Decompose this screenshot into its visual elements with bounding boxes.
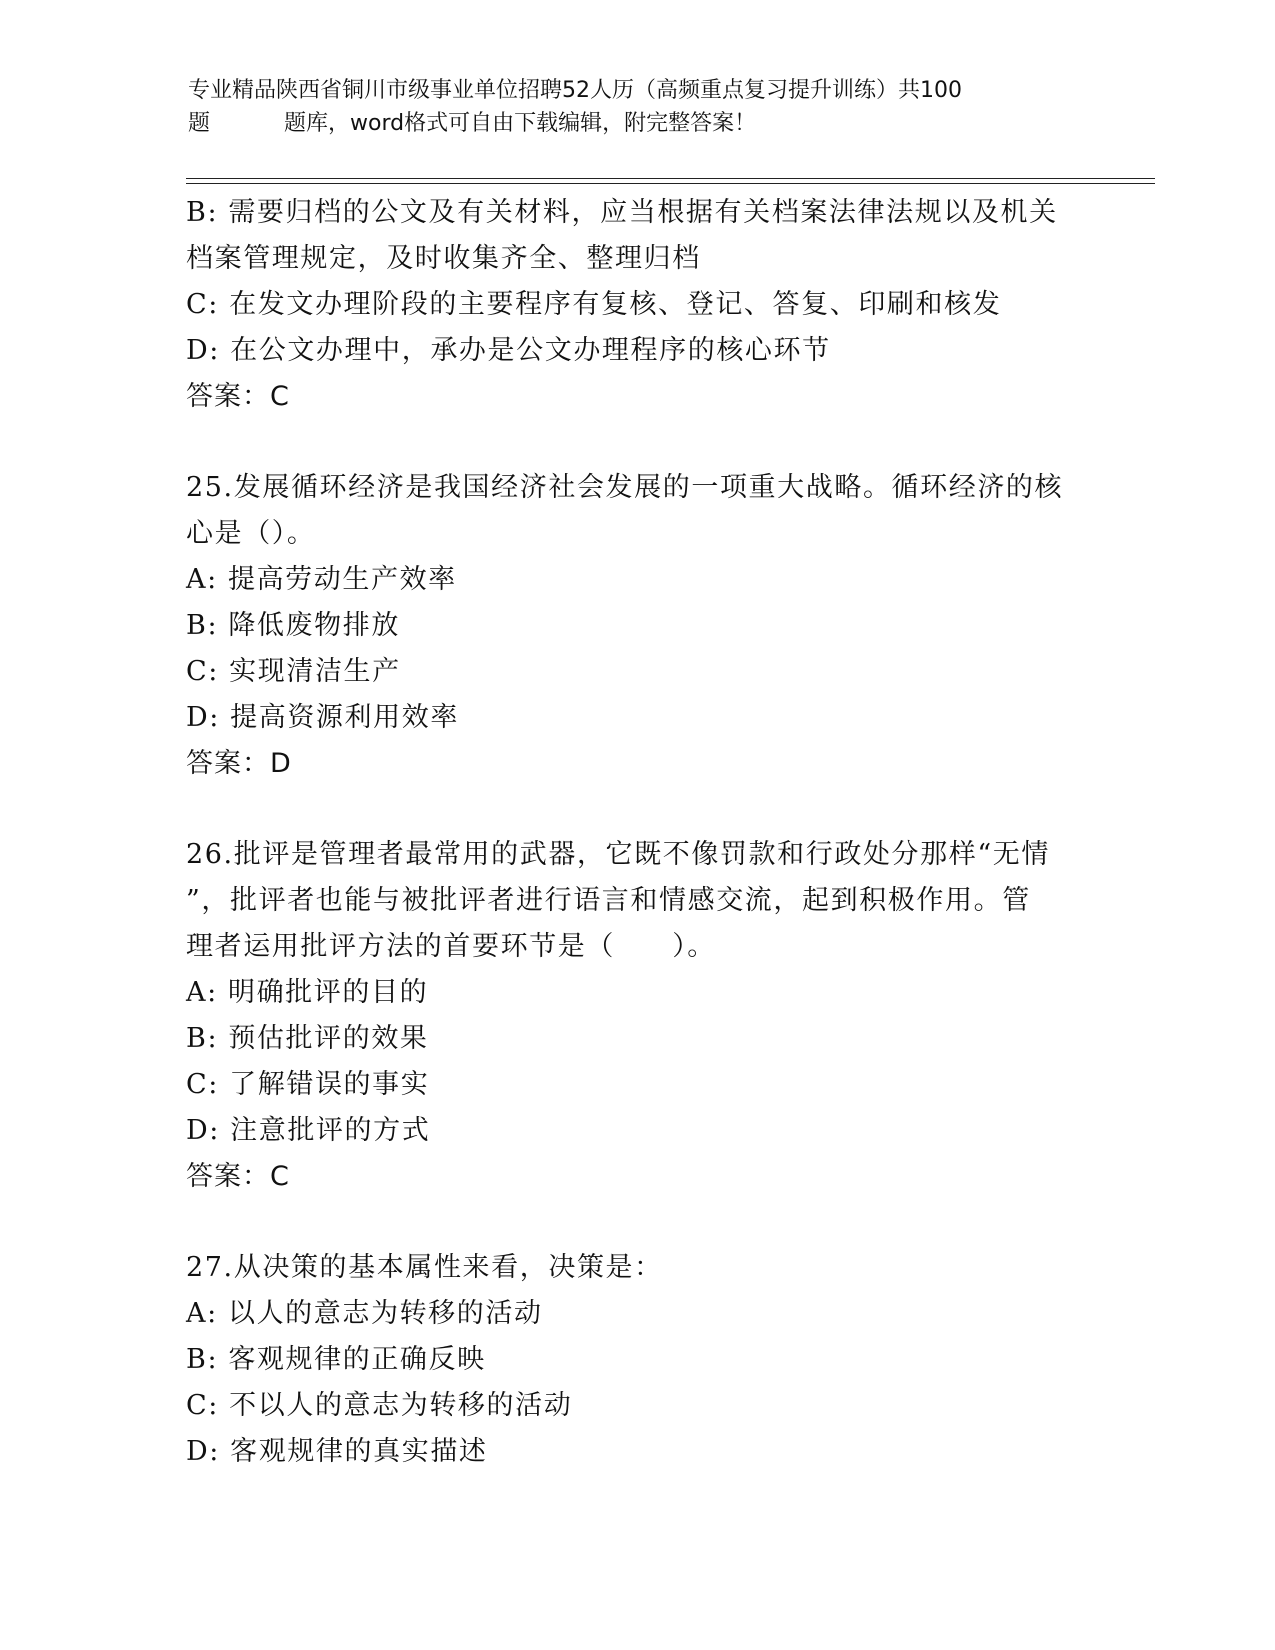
question-27 xyxy=(186,1245,1086,1475)
q26-stem-line-3: 理者运用批评方法的首要环节是（ ）。 xyxy=(186,931,716,962)
q27-option-c: C: 不以人的意志为转移的活动 xyxy=(186,1390,573,1421)
q25-option-b: B: 降低废物排放 xyxy=(186,610,400,641)
header-title-line-2-right: 题库，word格式可自由下载编辑，附完整答案！ xyxy=(284,111,757,136)
header-title-line-1: 专业精品陕西省铜川市级事业单位招聘52人历（高频重点复习提升训练）共100 xyxy=(188,78,962,103)
q26-stem-line-1: 26.批评是管理者最常用的武器，它既不像罚款和行政处分那样“无情 xyxy=(186,839,1050,870)
q26-option-c: C: 了解错误的事实 xyxy=(186,1069,430,1100)
q27-option-b: B: 客观规律的正确反映 xyxy=(186,1344,486,1375)
header-rule-bottom xyxy=(186,183,1155,184)
page-header xyxy=(188,74,1088,140)
header-rule-top xyxy=(186,178,1155,179)
q27-option-d: D: 客观规律的真实描述 xyxy=(186,1436,488,1467)
header-title-line-2-left: 题 xyxy=(188,111,211,136)
q26-answer: 答案：C xyxy=(186,1161,290,1192)
q26-option-d: D: 注意批评的方式 xyxy=(186,1115,431,1146)
header-title-line-2 xyxy=(188,107,1088,140)
q27-option-a: A: 以人的意志为转移的活动 xyxy=(186,1298,543,1329)
q24-option-b-line-1: B: 需要归档的公文及有关材料，应当根据有关档案法律法规以及机关 xyxy=(186,197,1058,228)
q24-option-c: C: 在发文办理阶段的主要程序有复核、登记、答复、印刷和核发 xyxy=(186,289,1002,320)
q25-answer: 答案：D xyxy=(186,748,292,779)
question-24-continued xyxy=(186,190,1086,420)
q25-option-d: D: 提高资源利用效率 xyxy=(186,702,459,733)
q26-stem-line-2: ”，批评者也能与被批评者进行语言和情感交流，起到积极作用。管 xyxy=(186,885,1031,916)
q24-answer: 答案：C xyxy=(186,381,290,412)
question-list xyxy=(186,190,1086,1475)
q26-option-a: A: 明确批评的目的 xyxy=(186,977,429,1008)
q26-option-b: B: 预估批评的效果 xyxy=(186,1023,429,1054)
q27-stem-line-1: 27.从决策的基本属性来看，决策是： xyxy=(186,1252,663,1283)
q25-stem-line-1: 25.发展循环经济是我国经济社会发展的一项重大战略。循环经济的核 xyxy=(186,472,1064,503)
question-26 xyxy=(186,832,1086,1200)
q25-stem-line-2: 心是（）。 xyxy=(186,518,316,549)
q25-option-c: C: 实现清洁生产 xyxy=(186,656,401,687)
q24-option-d: D: 在公文办理中，承办是公文办理程序的核心环节 xyxy=(186,335,831,366)
q25-option-a: A: 提高劳动生产效率 xyxy=(186,564,457,595)
q24-option-b-line-2: 档案管理规定，及时收集齐全、整理归档 xyxy=(186,243,701,274)
question-25 xyxy=(186,465,1086,787)
